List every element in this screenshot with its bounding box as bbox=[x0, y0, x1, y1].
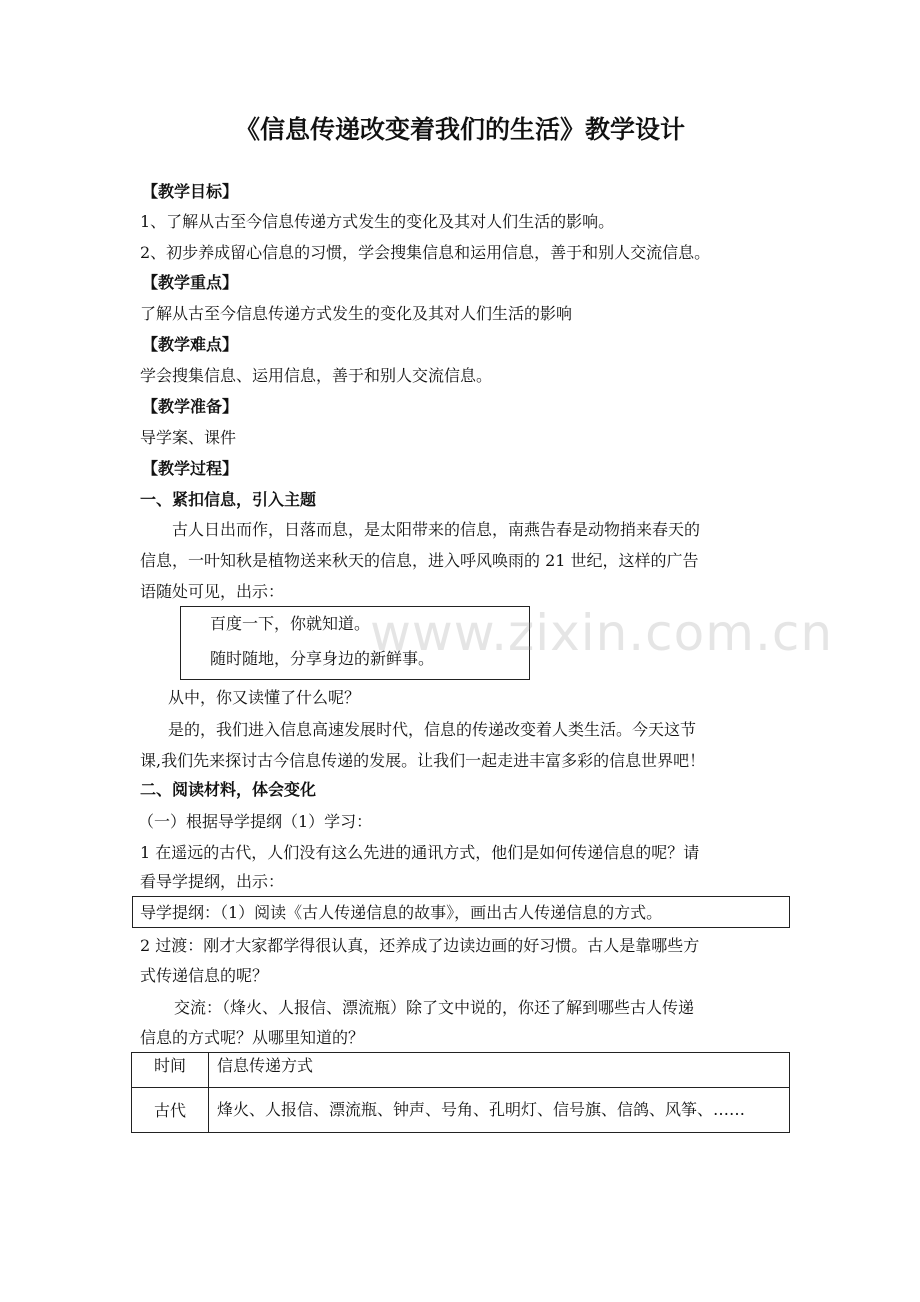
part1-question: 从中，你又读懂了什么呢？ bbox=[168, 688, 361, 707]
objective-item-1: 1、了解从古至今信息传递方式发生的变化及其对人们生活的影响。 bbox=[140, 212, 615, 231]
table-header-row bbox=[132, 1053, 790, 1088]
part2-p3-line2: 信息的方式呢？从哪里知道的？ bbox=[140, 1028, 365, 1047]
part2-p1-line1: 1 在遥远的古代，人们没有这么先进的通讯方式，他们是如何传递信息的呢？请 bbox=[140, 843, 700, 862]
table-cell-era: 古代 bbox=[132, 1088, 209, 1133]
objective-item-2: 2、初步养成留心信息的习惯，学会搜集信息和运用信息，善于和别人交流信息。 bbox=[140, 243, 711, 262]
table-cell-methods: 烽火、人报信、漂流瓶、钟声、号角、孔明灯、信号旗、信鸽、风筝、…… bbox=[209, 1088, 790, 1133]
part2-p1-line2: 看导学提纲，出示： bbox=[140, 872, 285, 891]
part2-p2-line1: 2 过渡：刚才大家都学得很认真，还养成了边读边画的好习惯。古人是靠哪些方 bbox=[140, 936, 700, 955]
table-header-era: 时间 bbox=[132, 1053, 209, 1088]
page-title: 《信息传递改变着我们的生活》教学设计 bbox=[234, 115, 685, 144]
slogan-1: 百度一下，你就知道。 bbox=[210, 614, 371, 633]
part2-p3-line1: 交流：（烽火、人报信、漂流瓶）除了文中说的，你还了解到哪些古人传递 bbox=[174, 998, 695, 1017]
preparation-heading: 【教学准备】 bbox=[142, 397, 239, 416]
part1-para1-line2: 信息，一叶知秋是植物送来秋天的信息，进入呼风唤雨的 21 世纪，这样的广告 bbox=[140, 551, 699, 570]
part1-para2-line2: 课,我们先来探讨古今信息传递的发展。让我们一起走进丰富多彩的信息世界吧！ bbox=[140, 751, 706, 770]
part2-sub1: （一）根据导学提纲（1）学习： bbox=[138, 812, 373, 831]
table-row bbox=[132, 1088, 790, 1133]
part1-para2-line1: 是的，我们进入信息高速发展时代，信息的传递改变着人类生活。今天这节 bbox=[168, 720, 697, 739]
part2-heading: 二、阅读材料，体会变化 bbox=[140, 780, 317, 799]
focus-text: 了解从古至今信息传递方式发生的变化及其对人们生活的影响 bbox=[140, 304, 573, 323]
focus-heading: 【教学重点】 bbox=[142, 273, 239, 292]
part1-para1-line3: 语随处可见，出示： bbox=[140, 582, 285, 601]
slogan-2: 随时随地，分享身边的新鲜事。 bbox=[210, 649, 435, 668]
difficulty-heading: 【教学难点】 bbox=[142, 335, 239, 354]
process-heading: 【教学过程】 bbox=[142, 459, 239, 478]
part2-p2-line2: 式传递信息的呢？ bbox=[140, 966, 269, 985]
guide-text: 导学提纲：（1）阅读《古人传递信息的故事》，画出古人传递信息的方式。 bbox=[140, 903, 663, 922]
methods-table bbox=[131, 1052, 790, 1133]
watermark: www.zixin.com.cn bbox=[370, 604, 834, 662]
difficulty-text: 学会搜集信息、运用信息，善于和别人交流信息。 bbox=[140, 366, 493, 385]
part1-heading: 一、紧扣信息，引入主题 bbox=[140, 490, 317, 509]
objectives-heading: 【教学目标】 bbox=[142, 182, 239, 201]
table-header-methods: 信息传递方式 bbox=[209, 1053, 790, 1088]
preparation-text: 导学案、课件 bbox=[140, 428, 237, 447]
part1-para1-line1: 古人日出而作，日落而息，是太阳带来的信息，南燕告春是动物捎来春天的 bbox=[172, 520, 701, 539]
